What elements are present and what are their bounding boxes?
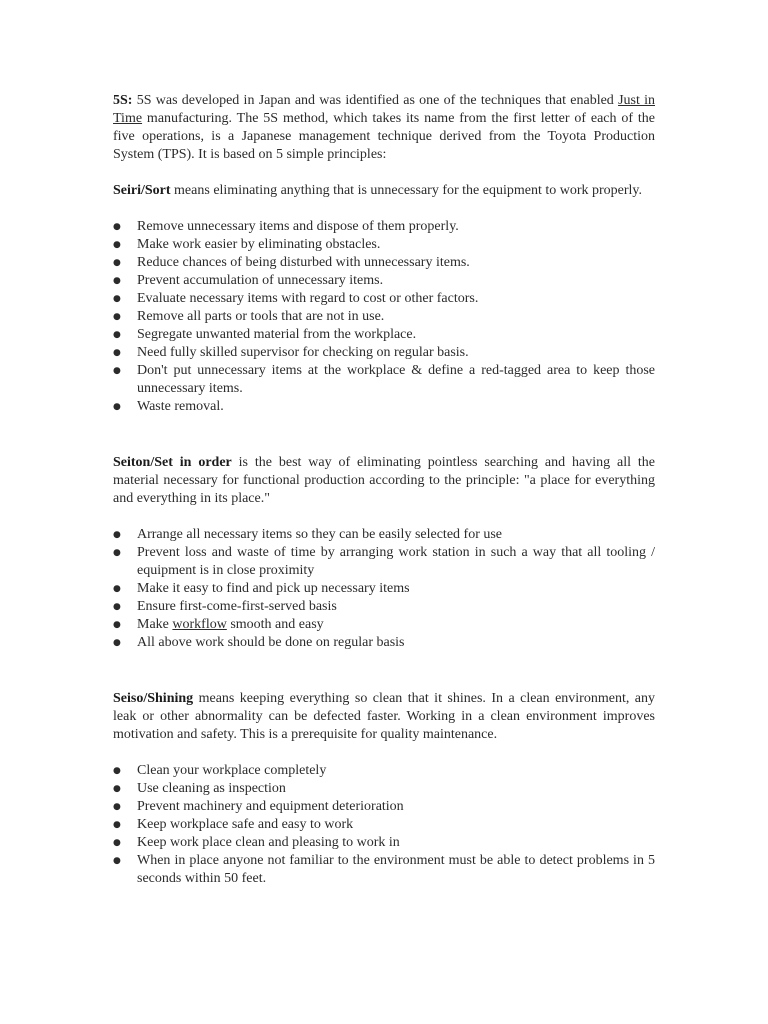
shining-paragraph: [113, 690, 655, 744]
list-item: [113, 290, 655, 308]
bullet-icon: ●: [113, 820, 121, 830]
set-in-order-list: [113, 526, 655, 652]
list-item-text: Use cleaning as inspection: [137, 781, 286, 796]
workflow-suffix: smooth and easy: [226, 617, 324, 632]
list-item-text: Prevent machinery and equipment deterioration: [137, 799, 404, 814]
shining-description: means keeping everything so clean that it shines. In a clean environment, any leak or other abnormality can be defected faster. Working in a clean environment improves motivation and safety. This is a prerequisite for quality maintenance.: [113, 691, 655, 742]
list-item: [113, 236, 655, 254]
bullet-icon: ●: [113, 856, 121, 866]
list-item-text: Need fully skilled supervisor for checking on regular basis.: [137, 345, 469, 360]
list-item: [113, 326, 655, 344]
list-item: [113, 580, 655, 598]
list-item: [113, 272, 655, 290]
list-item-text: Segregate unwanted material from the workplace.: [137, 327, 417, 342]
list-item: [113, 362, 655, 398]
set-in-order-paragraph: [113, 454, 655, 508]
list-item: [113, 344, 655, 362]
workflow-prefix: Make: [137, 617, 173, 632]
shining-term: Seiso/Shining: [113, 691, 194, 706]
intro-label: 5S:: [113, 93, 133, 108]
bullet-icon: ●: [113, 258, 121, 268]
list-item-text: Keep workplace safe and easy to work: [137, 817, 354, 832]
set-in-order-description: is the best way of eliminating pointless searching and having all the material necessary for functional production according to the principle: "a place for everything and everything in its place.": [113, 455, 655, 506]
list-item: [113, 544, 655, 580]
list-item-text: Make it easy to find and pick up necessary items: [137, 581, 410, 596]
list-item: [113, 598, 655, 616]
bullet-icon: ●: [113, 620, 121, 630]
list-item-text: Keep work place clean and pleasing to work in: [137, 835, 400, 850]
list-item-text: Don't put unnecessary items at the workplace & define a red-tagged area to keep those unnecessary items.: [137, 363, 655, 396]
list-item: [113, 762, 655, 780]
bullet-icon: ●: [113, 530, 121, 540]
list-item: [113, 634, 655, 652]
list-item: [113, 780, 655, 798]
bullet-icon: ●: [113, 240, 121, 250]
intro-text-before-link: 5S was developed in Japan and was identified as one of the techniques that enabled: [132, 93, 619, 108]
list-item: [113, 308, 655, 326]
list-item-text: Waste removal.: [137, 399, 224, 414]
bullet-icon: ●: [113, 784, 121, 794]
list-item-text: Reduce chances of being disturbed with unnecessary items.: [137, 255, 470, 270]
bullet-icon: ●: [113, 330, 121, 340]
just-in-time-link[interactable]: Just in Time: [113, 93, 655, 126]
bullet-icon: ●: [113, 602, 121, 612]
bullet-icon: ●: [113, 366, 121, 376]
list-item-text: Evaluate necessary items with regard to cost or other factors.: [137, 291, 479, 306]
list-item-text: Remove all parts or tools that are not in use.: [137, 309, 385, 324]
sort-paragraph: [113, 182, 655, 200]
list-item-text: Ensure first-come-first-served basis: [137, 599, 337, 614]
bullet-icon: ●: [113, 276, 121, 286]
list-item-text: Clean your workplace completely: [137, 763, 327, 778]
list-item: [113, 852, 655, 888]
bullet-icon: ●: [113, 838, 121, 848]
bullet-icon: ●: [113, 548, 121, 558]
list-item-text: Remove unnecessary items and dispose of them properly.: [137, 219, 459, 234]
list-item-text: Make work easier by eliminating obstacles.: [137, 237, 381, 252]
list-item: [113, 816, 655, 834]
bullet-icon: ●: [113, 584, 121, 594]
intro-text-after-link: manufacturing. The 5S method, which takes its name from the first letter of each of the five operations, is a Japanese management technique derived from the Toyota Production System (TPS). It is based on 5 simple principles:: [113, 111, 655, 162]
bullet-icon: ●: [113, 402, 121, 412]
shining-list: [113, 762, 655, 888]
sort-list: [113, 218, 655, 416]
bullet-icon: ●: [113, 638, 121, 648]
bullet-icon: ●: [113, 802, 121, 812]
list-item-text: All above work should be done on regular basis: [137, 635, 405, 650]
list-item: [113, 526, 655, 544]
list-item-text: When in place anyone not familiar to the environment must be able to detect problems in 5 seconds within 50 feet.: [137, 853, 655, 886]
sort-description: means eliminating anything that is unnecessary for the equipment to work properly.: [170, 183, 643, 198]
list-item-text: Prevent loss and waste of time by arranging work station in such a way that all tooling / equipment is in close proximity: [137, 545, 655, 578]
list-item-text: Arrange all necessary items so they can be easily selected for use: [137, 527, 503, 542]
bullet-icon: ●: [113, 312, 121, 322]
list-item: [113, 218, 655, 236]
workflow-link[interactable]: workflow: [172, 617, 227, 632]
list-item-text: Prevent accumulation of unnecessary items.: [137, 273, 384, 288]
list-item: [113, 398, 655, 416]
bullet-icon: ●: [113, 222, 121, 232]
bullet-icon: ●: [113, 294, 121, 304]
list-item: [113, 834, 655, 852]
bullet-icon: ●: [113, 766, 121, 776]
bullet-icon: ●: [113, 348, 121, 358]
list-item: [113, 254, 655, 272]
set-in-order-term: Seiton/Set in order: [113, 455, 232, 470]
sort-term: Seiri/Sort: [113, 183, 171, 198]
list-item: [113, 798, 655, 816]
list-item: [113, 616, 655, 634]
intro-paragraph: [113, 92, 655, 164]
document-page: [113, 92, 655, 888]
